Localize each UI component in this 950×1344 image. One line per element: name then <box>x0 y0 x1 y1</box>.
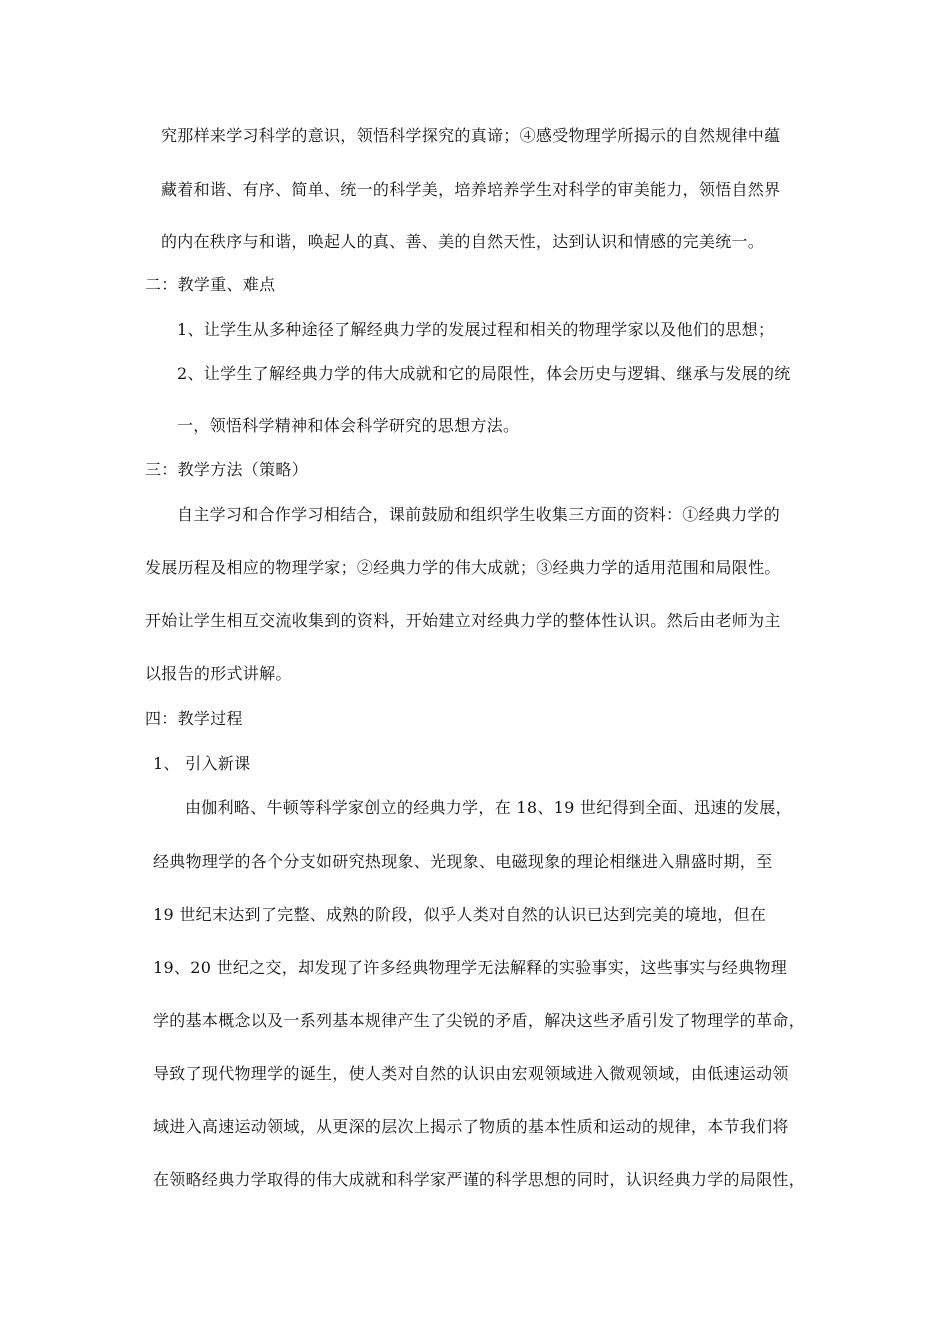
methods-paragraph-line-4: 以报告的形式讲解。 <box>145 664 292 683</box>
objectives-line-3: 的内在秩序与和谐，唤起人的真、善、美的自然天性，达到认识和情感的完美统一。 <box>161 232 765 251</box>
section-heading-methods: 三：教学方法（策略） <box>145 460 309 479</box>
intro-paragraph-line-2: 经典物理学的各个分支如研究热现象、光现象、电磁现象的理论相继进入鼎盛时期，至 <box>153 852 773 871</box>
process-subheading-intro: 1、 引入新课 <box>153 754 251 773</box>
intro-paragraph-line-5: 学的基本概念以及一系列基本规律产生了尖锐的矛盾，解决这些矛盾引发了物理学的革命， <box>153 1011 806 1030</box>
methods-paragraph-line-1: 自主学习和合作学习相结合，课前鼓励和组织学生收集三方面的资料：①经典力学的 <box>177 505 781 524</box>
methods-paragraph-line-2: 发展历程及相应的物理学家；②经典力学的伟大成就；③经典力学的适用范围和局限性。 <box>145 558 781 577</box>
intro-paragraph-line-3: 19 世纪末达到了完整、成熟的阶段，似乎人类对自然的认识已达到完美的境地，但在 <box>153 905 767 924</box>
intro-paragraph-line-7: 域进入高速运动领域，从更深的层次上揭示了物质的基本性质和运动的规律，本节我们将 <box>153 1117 789 1136</box>
intro-paragraph-line-1: 由伽利略、牛顿等科学家创立的经典力学，在 18、19 世纪得到全面、迅速的发展， <box>185 798 792 817</box>
intro-paragraph-line-4: 19、20 世纪之交，却发现了许多经典物理学无法解释的实验事实，这些事实与经典物理 <box>153 958 788 977</box>
intro-paragraph-line-6: 导致了现代物理学的诞生，使人类对自然的认识由宏观领域进入微观领域，由低速运动领 <box>153 1064 789 1083</box>
key-point-item-1: 1、让学生从多种途径了解经典力学的发展过程和相关的物理学家以及他们的思想； <box>177 320 775 339</box>
objectives-line-1: 究那样来学习科学的意识，领悟科学探究的真谛；④感受物理学所揭示的自然规律中蕴 <box>161 126 781 145</box>
section-heading-process: 四：教学过程 <box>145 709 243 728</box>
section-heading-key-points: 二：教学重、难点 <box>145 275 276 294</box>
key-point-item-2-line-2: 一，领悟科学精神和体会科学研究的思想方法。 <box>177 416 520 435</box>
key-point-item-2-line-1: 2、让学生了解经典力学的伟大成就和它的局限性，体会历史与逻辑、继承与发展的统 <box>177 364 791 383</box>
objectives-line-2: 藏着和谐、有序、简单、统一的科学美，培养培养学生对科学的审美能力，领悟自然界 <box>161 180 781 199</box>
methods-paragraph-line-3: 开始让学生相互交流收集到的资料，开始建立对经典力学的整体性认识。然后由老师为主 <box>145 611 781 630</box>
intro-paragraph-line-8: 在领略经典力学取得的伟大成就和科学家严谨的科学思想的同时，认识经典力学的局限性， <box>153 1170 806 1189</box>
